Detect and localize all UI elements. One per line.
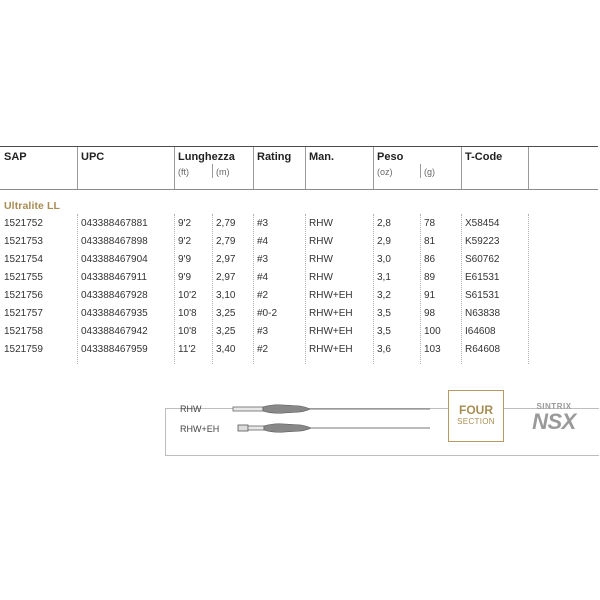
- cell-sap: 1521754: [4, 254, 43, 265]
- cell-upc: 043388467928: [81, 290, 148, 301]
- cell-rating: #3: [257, 254, 269, 265]
- column-divider: [253, 147, 254, 189]
- cell-g: 103: [424, 344, 441, 355]
- cell-oz: 3,5: [377, 326, 391, 337]
- unit-divider: [420, 164, 421, 178]
- brand-line1: SINTRIX: [536, 402, 572, 411]
- cell-handle: RHW+EH: [309, 290, 353, 301]
- section-title: Ultralite LL: [4, 200, 61, 212]
- header-tcode: T-Code: [465, 151, 503, 163]
- cell-tcode: R64608: [465, 344, 501, 355]
- cell-rating: #4: [257, 236, 269, 247]
- rod-rhweh-icon: [232, 421, 432, 435]
- cell-m: 3,10: [216, 290, 236, 301]
- cell-rating: #3: [257, 218, 269, 229]
- unit-oz: (oz): [377, 167, 393, 177]
- cell-sap: 1521756: [4, 290, 43, 301]
- cell-handle: RHW+EH: [309, 308, 353, 319]
- cell-g: 98: [424, 308, 436, 319]
- brand-line2: NSX: [532, 409, 576, 434]
- cell-g: 86: [424, 254, 436, 265]
- cell-ft: 10'2: [178, 290, 197, 301]
- cell-ft: 9'2: [178, 218, 192, 229]
- cell-ft: 9'9: [178, 272, 192, 283]
- cell-rating: #2: [257, 344, 269, 355]
- rhw-label: RHW: [180, 404, 202, 414]
- cell-sap: 1521753: [4, 236, 43, 247]
- unit-m: (m): [216, 167, 230, 177]
- header-bottom-rule: [0, 189, 598, 190]
- cell-m: 3,25: [216, 326, 236, 337]
- cell-oz: 2,9: [377, 236, 391, 247]
- sintrix-nsx-logo: [522, 402, 586, 433]
- cell-m: 3,25: [216, 308, 236, 319]
- cell-g: 81: [424, 236, 436, 247]
- cell-rating: #2: [257, 290, 269, 301]
- cell-upc: 043388467911: [81, 272, 147, 283]
- cell-handle: RHW+EH: [309, 344, 353, 355]
- cell-upc: 043388467942: [81, 326, 148, 337]
- cell-tcode: E61531: [465, 272, 500, 283]
- cell-oz: 3,5: [377, 308, 391, 319]
- table-row: [0, 254, 600, 272]
- cell-m: 2,79: [216, 218, 236, 229]
- cell-sap: 1521755: [4, 272, 43, 283]
- cell-handle: RHW: [309, 254, 333, 265]
- cell-upc: 043388467959: [81, 344, 148, 355]
- cell-ft: 9'9: [178, 254, 192, 265]
- cell-handle: RHW+EH: [309, 326, 353, 337]
- cell-m: 2,79: [216, 236, 236, 247]
- header-length: Lunghezza: [178, 151, 235, 163]
- badge-line1: FOUR: [459, 403, 493, 417]
- cell-handle: RHW: [309, 236, 333, 247]
- cell-m: 2,97: [216, 254, 236, 265]
- header-weight: Peso: [377, 151, 404, 163]
- cell-tcode: K59223: [465, 236, 500, 247]
- column-divider: [373, 147, 374, 189]
- cell-m: 2,97: [216, 272, 236, 283]
- rhweh-label: RHW+EH: [180, 424, 220, 434]
- cell-rating: #4: [257, 272, 269, 283]
- cell-sap: 1521758: [4, 326, 43, 337]
- cell-tcode: I64608: [465, 326, 496, 337]
- header-handle: Man.: [309, 151, 335, 163]
- cell-upc: 043388467904: [81, 254, 148, 265]
- cell-rating: #0-2: [257, 308, 278, 319]
- cell-handle: RHW: [309, 218, 333, 229]
- unit-divider: [212, 164, 213, 178]
- cell-tcode: N63838: [465, 308, 501, 319]
- cell-sap: 1521752: [4, 218, 43, 229]
- four-section-badge: [448, 390, 504, 442]
- table-row: [0, 344, 600, 362]
- header-sap: SAP: [4, 151, 27, 163]
- cell-g: 100: [424, 326, 441, 337]
- table-row: [0, 218, 600, 236]
- cell-oz: 3,6: [377, 344, 391, 355]
- header-rating: Rating: [257, 151, 292, 163]
- cell-ft: 10'8: [178, 326, 197, 337]
- table-top-rule: [0, 146, 598, 147]
- cell-g: 89: [424, 272, 436, 283]
- badge-line2: SECTION: [457, 417, 495, 426]
- cell-tcode: S61531: [465, 290, 500, 301]
- cell-handle: RHW: [309, 272, 333, 283]
- table-row: [0, 308, 600, 326]
- rod-rhw-icon: [232, 402, 432, 416]
- column-divider: [77, 147, 78, 189]
- cell-ft: 9'2: [178, 236, 192, 247]
- table-row: [0, 272, 600, 290]
- column-divider: [461, 147, 462, 189]
- cell-oz: 3,1: [377, 272, 391, 283]
- column-divider: [174, 147, 175, 189]
- cell-sap: 1521759: [4, 344, 43, 355]
- cell-upc: 043388467898: [81, 236, 148, 247]
- table-row: [0, 290, 600, 308]
- cell-upc: 043388467881: [81, 218, 148, 229]
- cell-m: 3,40: [216, 344, 236, 355]
- cell-oz: 2,8: [377, 218, 391, 229]
- column-divider: [305, 147, 306, 189]
- column-divider: [528, 147, 529, 189]
- cell-upc: 043388467935: [81, 308, 148, 319]
- cell-tcode: X58454: [465, 218, 500, 229]
- cell-ft: 11'2: [178, 344, 196, 355]
- table-row: [0, 236, 600, 254]
- cell-g: 78: [424, 218, 436, 229]
- cell-ft: 10'8: [178, 308, 197, 319]
- header-upc: UPC: [81, 151, 105, 163]
- cell-g: 91: [424, 290, 436, 301]
- unit-ft: (ft): [178, 167, 189, 177]
- table-row: [0, 326, 600, 344]
- cell-rating: #3: [257, 326, 269, 337]
- cell-sap: 1521757: [4, 308, 43, 319]
- cell-oz: 3,0: [377, 254, 391, 265]
- cell-oz: 3,2: [377, 290, 391, 301]
- unit-g: (g): [424, 167, 435, 177]
- cell-tcode: S60762: [465, 254, 500, 265]
